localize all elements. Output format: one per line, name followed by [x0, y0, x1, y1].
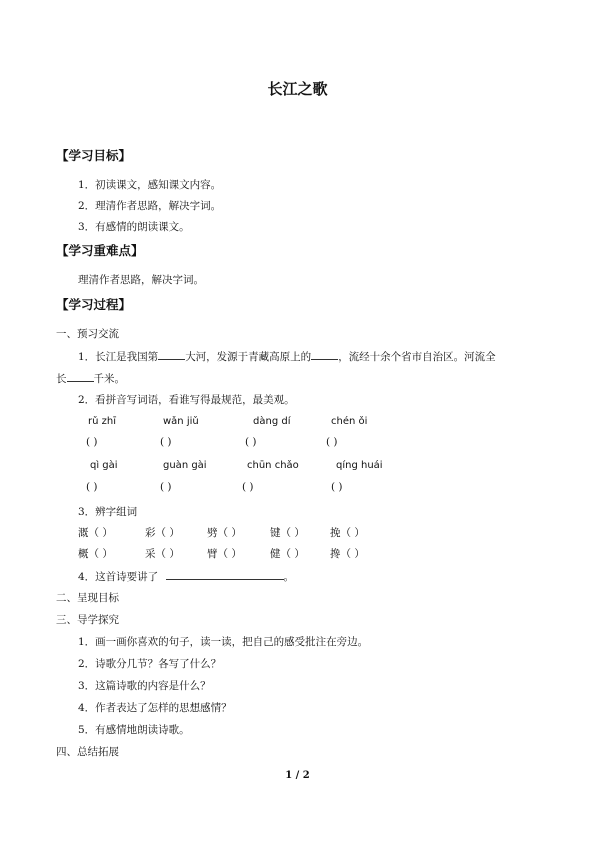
inquiry-item: 4．作者表达了怎样的思想感情？ [78, 702, 232, 714]
inquiry-item: 1．画一画你喜欢的句子，读一读，把自己的感受批注在旁边。 [78, 636, 369, 648]
char-item[interactable]: 搀（ ） [330, 548, 365, 560]
answer-parens[interactable]: ( ) [331, 481, 343, 493]
answer-parens[interactable]: ( ) [326, 436, 338, 448]
answer-parens[interactable]: ( ) [245, 436, 257, 448]
char-item[interactable]: 健（ ） [270, 548, 305, 560]
learning-process-heading: 【学习过程】 [56, 297, 132, 312]
goal-item: 3．有感情的朗读课文。 [78, 221, 190, 233]
question-1-line1 [78, 348, 496, 364]
question-2: 2．看拼音写词语，看谁写得最规范，最美观。 [78, 394, 295, 406]
pinyin: wǎn jiǔ [163, 416, 199, 427]
fill-blank[interactable] [166, 568, 284, 580]
char-item[interactable]: 键（ ） [270, 527, 305, 539]
question-3: 3．辨字组词 [78, 506, 138, 518]
char-item[interactable]: 彩（ ） [145, 527, 180, 539]
part1-title: 一、预习交流 [56, 328, 119, 340]
q1-text: 1．长江是我国第 [78, 351, 159, 363]
fill-blank[interactable] [67, 370, 94, 382]
answer-parens[interactable]: ( ) [160, 481, 172, 493]
q1-text: 大河，发源于青藏高原上的 [185, 351, 312, 363]
part4-title: 四、总结拓展 [56, 746, 119, 758]
goal-item: 2．理清作者思路，解决字词。 [78, 200, 222, 212]
q1-text: 长 [56, 373, 67, 385]
pinyin: qíng huái [336, 460, 383, 471]
char-item[interactable]: 挽（ ） [330, 527, 365, 539]
answer-parens[interactable]: ( ) [86, 481, 98, 493]
question-4 [78, 568, 294, 584]
inquiry-item: 5．有感情地朗读诗歌。 [78, 724, 190, 736]
pinyin: rǔ zhī [88, 416, 116, 427]
q4-text: 4．这首诗要讲了 [78, 571, 159, 583]
pinyin: dàng dí [253, 416, 291, 427]
char-item[interactable]: 劈（ ） [207, 527, 242, 539]
pinyin: qì gài [90, 460, 118, 471]
learning-goals-heading: 【学习目标】 [56, 148, 132, 163]
pinyin: chūn chǎo [247, 460, 299, 471]
key-points-text: 理清作者思路，解决字词。 [78, 274, 204, 286]
char-item[interactable]: 溉（ ） [78, 527, 113, 539]
q4-text: 。 [283, 571, 295, 583]
inquiry-item: 3．这篇诗歌的内容是什么？ [78, 680, 211, 692]
goal-item: 1．初读课文，感知课文内容。 [78, 179, 222, 191]
part3-title: 三、导学探究 [56, 614, 119, 626]
page-number: 1 / 2 [285, 770, 310, 781]
answer-parens[interactable]: ( ) [242, 481, 254, 493]
part2-title: 二、呈现目标 [56, 592, 119, 604]
q1-text: 千米。 [93, 373, 125, 385]
char-item[interactable]: 采（ ） [145, 548, 180, 560]
char-item[interactable]: 臂（ ） [207, 548, 242, 560]
pinyin: chén ǒi [331, 416, 368, 427]
question-1-line2 [56, 370, 125, 386]
char-item[interactable]: 概（ ） [78, 548, 113, 560]
answer-parens[interactable]: ( ) [86, 436, 98, 448]
page-title: 长江之歌 [267, 80, 328, 98]
key-points-heading: 【学习重难点】 [56, 243, 144, 258]
fill-blank[interactable] [158, 348, 185, 360]
inquiry-item: 2．诗歌分几节？各写了什么？ [78, 658, 222, 670]
answer-parens[interactable]: ( ) [160, 436, 172, 448]
q1-text: ，流经十余个省市自治区。河流全 [338, 351, 496, 363]
pinyin: guàn gài [163, 460, 207, 471]
fill-blank[interactable] [311, 348, 338, 360]
